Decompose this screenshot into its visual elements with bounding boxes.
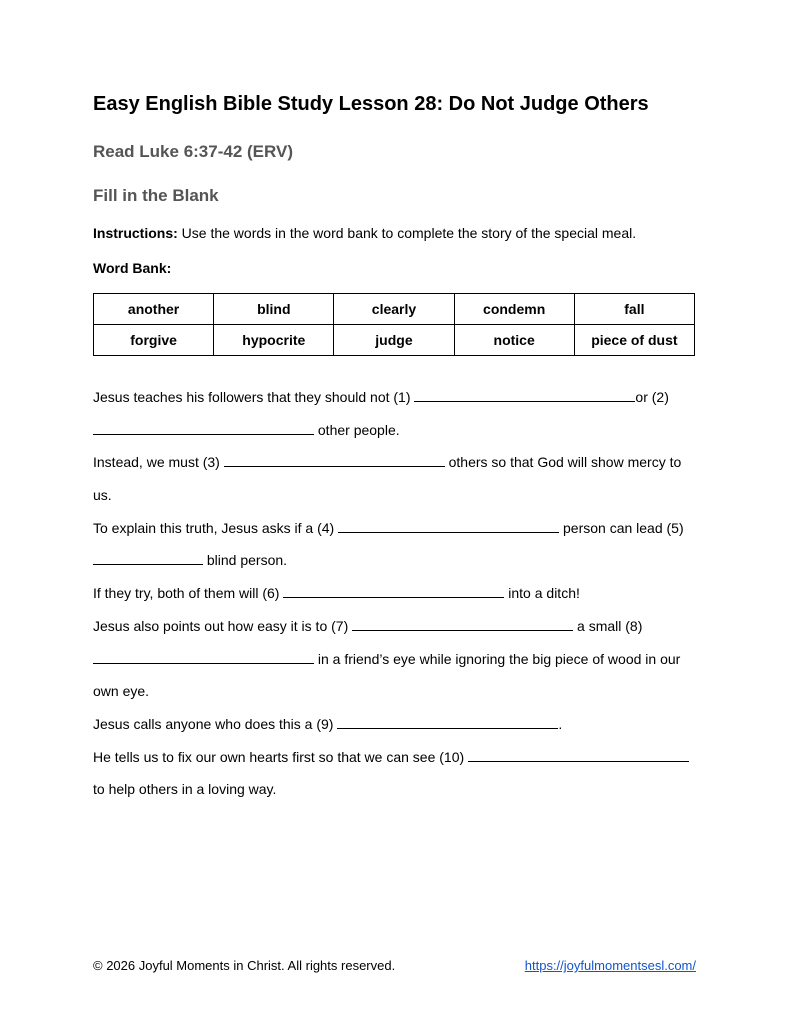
blank-2[interactable] <box>93 420 314 435</box>
table-row <box>94 325 695 356</box>
story-line <box>93 646 696 679</box>
blank-10[interactable] <box>468 747 689 762</box>
story-text-segment: He tells us to fix our own hearts first so that we can see (10) <box>93 748 469 765</box>
story-text-segment: Instead, we must (3) <box>93 454 224 471</box>
story-text-segment: Jesus teaches his followers that they should not (1) <box>93 389 415 405</box>
blank-4[interactable] <box>338 518 559 533</box>
section-heading: Fill in the Blank <box>93 186 219 205</box>
story-line <box>93 384 696 417</box>
table-row <box>94 294 695 325</box>
page-title: Easy English Bible Study Lesson 28: Do Not Judge Others <box>93 93 649 115</box>
story-text-segment: To explain this truth, Jesus asks if a (4) <box>93 519 339 536</box>
word-bank-cell: condemn <box>454 294 574 325</box>
story-text-segment: into a ditch! <box>504 585 580 602</box>
copyright-notice: © 2026 Joyful Moments in Christ. All rights reserved. <box>93 958 396 973</box>
blank-8[interactable] <box>93 649 314 664</box>
story-text-segment: If they try, both of them will (6) <box>93 585 284 602</box>
story-line <box>93 711 696 744</box>
story-line <box>93 776 696 809</box>
blank-7[interactable] <box>352 616 573 631</box>
story-text-segment: Jesus also points out how easy it is to (7) <box>93 617 353 634</box>
story-text-segment: others so that God will show mercy to <box>444 454 682 471</box>
story-line <box>93 482 696 515</box>
word-bank-cell: notice <box>454 325 574 356</box>
word-bank-cell: fall <box>574 294 694 325</box>
blank-1[interactable] <box>414 387 635 402</box>
story-line <box>93 417 696 450</box>
story-line <box>93 547 696 580</box>
story-text-segment: in a friend’s eye while ignoring the big piece of wood in our <box>314 650 681 667</box>
instructions <box>93 225 636 241</box>
story-line <box>93 744 696 777</box>
word-bank-cell: judge <box>334 325 454 356</box>
story-text-segment: own eye. <box>93 683 150 700</box>
word-bank-table <box>93 293 695 356</box>
instructions-label: Instructions: <box>93 225 178 241</box>
story-text-segment: us. <box>93 487 112 504</box>
story-line <box>93 678 696 711</box>
story-text-segment: blind person. <box>203 552 288 569</box>
word-bank-cell: blind <box>214 294 334 325</box>
story-text-segment: or (2) <box>635 389 669 405</box>
word-bank-cell: hypocrite <box>214 325 334 356</box>
word-bank-label: Word Bank: <box>93 260 172 276</box>
story-text-segment: to help others in a loving way. <box>93 781 277 798</box>
word-bank-cell: another <box>94 294 214 325</box>
story-text <box>93 384 696 809</box>
story-text-segment: other people. <box>314 421 400 438</box>
website-link[interactable]: https://joyfulmomentsesl.com/ <box>524 958 696 973</box>
story-text-segment: Jesus calls anyone who does this a (9) <box>93 715 338 732</box>
story-line <box>93 515 696 548</box>
story-text-segment: person can lead (5) <box>559 519 684 536</box>
story-text-segment: a small (8) <box>573 617 643 634</box>
blank-6[interactable] <box>283 583 504 598</box>
scripture-reading: Read Luke 6:37-42 (ERV) <box>93 142 293 161</box>
instructions-text: Use the words in the word bank to complete the story of the special meal. <box>177 225 637 241</box>
blank-3[interactable] <box>224 452 445 467</box>
blank-9[interactable] <box>337 714 558 729</box>
story-line <box>93 580 696 613</box>
story-line <box>93 613 696 646</box>
word-bank-cell: clearly <box>334 294 454 325</box>
blank-5[interactable] <box>93 550 203 565</box>
story-text-segment: . <box>558 715 563 732</box>
story-line <box>93 449 696 482</box>
word-bank-cell: piece of dust <box>574 325 694 356</box>
word-bank-cell: forgive <box>94 325 214 356</box>
